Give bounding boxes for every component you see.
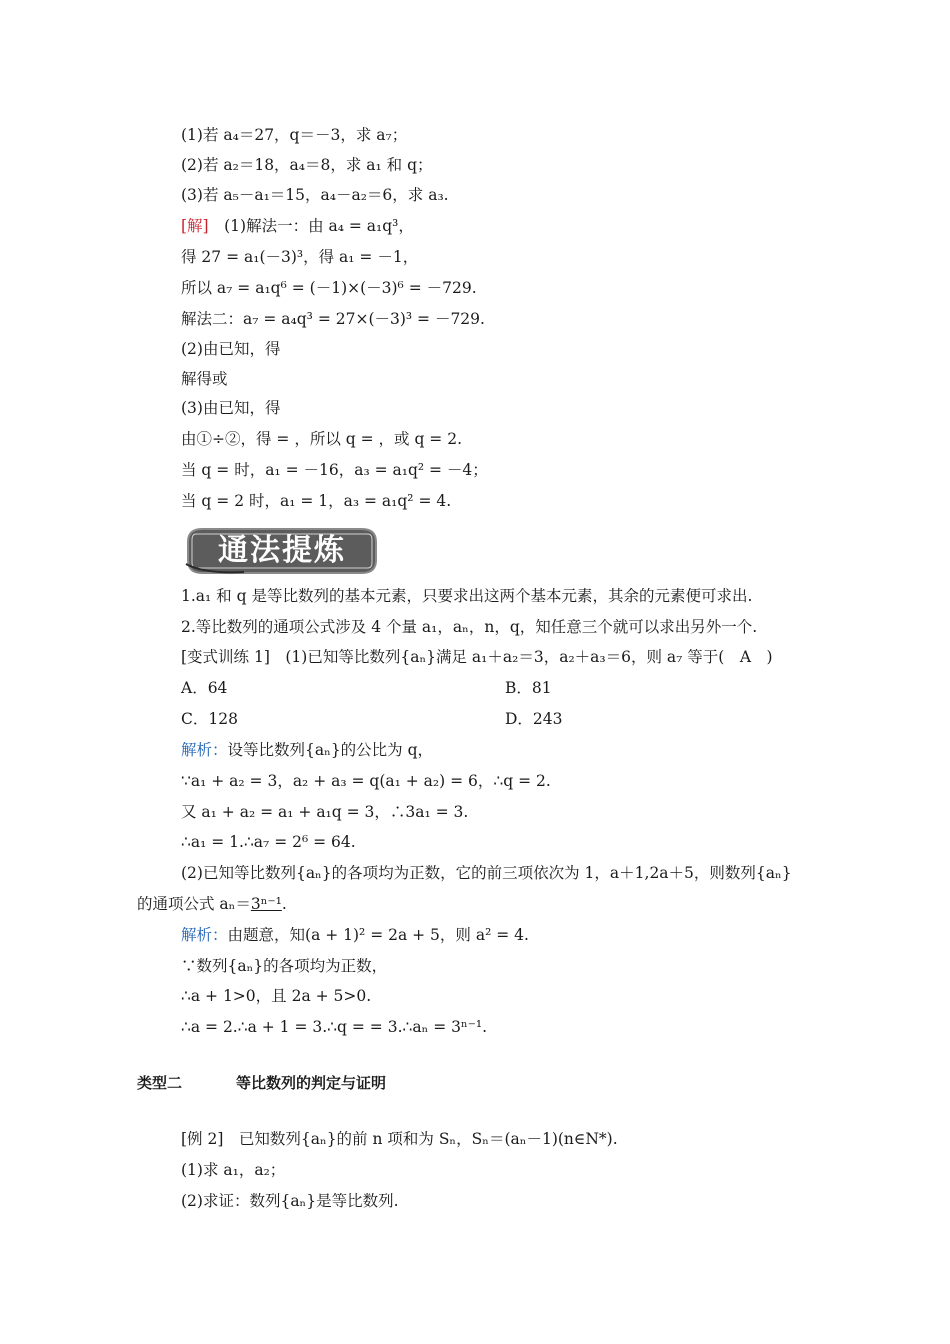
solution-line-2: 得 27 = a₁(－3)³，得 a₁ = －1， xyxy=(181,248,419,266)
example-2-statement: [例 2] 已知数列{aₙ}的前 n 项和为 Sₙ，Sₙ＝(aₙ－1)(n∈N*). xyxy=(181,1130,618,1148)
option-d: D．243 xyxy=(505,710,563,728)
analysis-1-tag: 解析： xyxy=(181,741,228,759)
option-b: B．81 xyxy=(505,679,552,697)
analysis-1-line-1 xyxy=(181,739,433,761)
analysis-1-line-4: ∴a₁ = 1.∴a₇ = 2⁶ = 64. xyxy=(181,833,356,851)
solution-line-6: 解得或 xyxy=(181,370,228,388)
method-point-2: 2.等比数列的通项公式涉及 4 个量 a₁，aₙ，n，q，知任意三个就可以求出另外一个. xyxy=(181,618,758,636)
analysis-1-line-3: 又 a₁ + a₂ = a₁ + a₁q = 3，∴3a₁ = 3. xyxy=(181,803,469,821)
problem-part-3: (3)若 a₅－a₁＝15，a₄－a₂＝6，求 a₃. xyxy=(181,186,449,204)
analysis-2-line-2: ∵数列{aₙ}的各项均为正数， xyxy=(181,957,388,975)
section-label: 类型二 xyxy=(137,1074,183,1092)
analysis-2-line-1 xyxy=(181,924,529,946)
section-title: 等比数列的判定与证明 xyxy=(236,1074,387,1092)
analysis-1-text: 设等比数列{aₙ}的公比为 q， xyxy=(227,741,434,759)
analysis-2-text: 由题意，知(a + 1)² = 2a + 5，则 a² = 4. xyxy=(227,926,529,944)
solution-line-8: 由①÷②，得 = ，所以 q = ，或 q = 2. xyxy=(181,430,462,448)
variant-exercise-1: [变式训练 1] (1)已知等比数列{aₙ}满足 a₁＋a₂＝3，a₂＋a₃＝6，则 a₇ 等于( A ) xyxy=(181,648,773,666)
solution-line-5: (2)由已知，得 xyxy=(181,340,281,358)
solution-line-4: 解法二：a₇ = a₄q³ = 27×(－3)³ = －729. xyxy=(181,310,485,328)
problem-part-1: (1)若 a₄＝27，q＝－3，求 a₇； xyxy=(181,126,408,144)
solution-tag: [解] xyxy=(181,217,209,235)
example-2-part-1: (1)求 a₁，a₂； xyxy=(181,1161,286,1179)
variant-exercise-2: (2)已知等比数列{aₙ}的各项均为正数，它的前三项依次为 1，a＋1,2a＋5，则数列{aₙ} xyxy=(181,864,792,882)
analysis-2-line-3: ∴a + 1>0，且 2a + 5>0. xyxy=(181,987,372,1005)
analysis-2-line-4: ∴a = 2.∴a + 1 = 3.∴q = = 3.∴aₙ = 3ⁿ⁻¹. xyxy=(181,1018,488,1036)
method-summary-banner xyxy=(184,526,380,576)
answer-suffix: . xyxy=(281,895,287,913)
answer-fill: 3ⁿ⁻¹ xyxy=(250,895,282,913)
method-point-1: 1.a₁ 和 q 是等比数列的基本元素，只要求出这两个基本元素，其余的元素便可求出. xyxy=(181,587,753,605)
option-c: C．128 xyxy=(181,710,238,728)
banner-title: 通法提炼 xyxy=(218,533,346,568)
problem-part-2: (2)若 a₂＝18，a₄＝8，求 a₁ 和 q； xyxy=(181,156,433,174)
solution-line-10: 当 q = 2 时，a₁ = 1，a₃ = a₁q² = 4. xyxy=(181,492,452,510)
solution-line-9: 当 q = 时，a₁ = －16，a₃ = a₁q² = －4； xyxy=(181,461,488,479)
solution-text-1: (1)解法一：由 a₄ = a₁q³， xyxy=(224,217,414,235)
variant-exercise-2-cont xyxy=(137,893,287,915)
example-2-part-2: (2)求证：数列{aₙ}是等比数列. xyxy=(181,1192,399,1210)
solution-line-7: (3)由已知，得 xyxy=(181,399,281,417)
answer-prefix: 的通项公式 aₙ＝ xyxy=(137,895,251,913)
analysis-1-line-2: ∵a₁ + a₂ = 3，a₂ + a₃ = q(a₁ + a₂) = 6，∴q = 2. xyxy=(181,772,551,790)
solution-line-1 xyxy=(181,215,414,237)
solution-line-3: 所以 a₇ = a₁q⁶ = (－1)×(－3)⁶ = －729. xyxy=(181,279,477,297)
analysis-2-tag: 解析： xyxy=(181,926,228,944)
option-a: A．64 xyxy=(181,679,228,697)
